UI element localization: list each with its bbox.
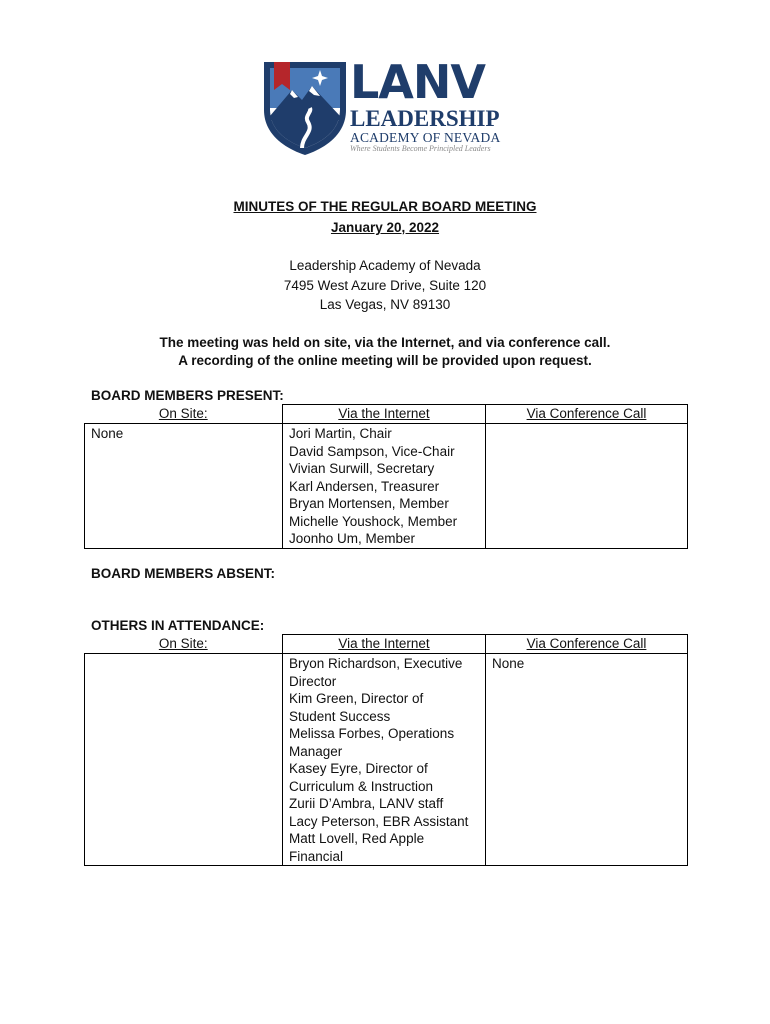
list-item: Lacy Peterson, EBR Assistant bbox=[289, 813, 469, 829]
org-name: Leadership Academy of Nevada bbox=[289, 258, 481, 273]
list-item: Student Success bbox=[289, 708, 391, 724]
list-item: Matt Lovell, Red Apple bbox=[289, 831, 425, 846]
present-heading: BOARD MEMBERS PRESENT: bbox=[91, 388, 284, 403]
list-item: Director bbox=[289, 673, 337, 689]
others-heading: OTHERS IN ATTENDANCE: bbox=[91, 618, 265, 633]
column-on-site: On Site: bbox=[85, 405, 283, 424]
column-internet: Via the Internet bbox=[283, 405, 486, 424]
list-item: David Sampson, Vice-Chair bbox=[289, 443, 455, 459]
shield-icon bbox=[262, 60, 348, 156]
present-internet-cell bbox=[283, 424, 486, 549]
list-item: Vivian Surwill, Secretary bbox=[289, 461, 435, 476]
table-row bbox=[85, 424, 688, 549]
list-item: Zurii D’Ambra, LANV staff bbox=[289, 796, 444, 811]
present-conference-cell bbox=[486, 424, 688, 549]
present-table bbox=[84, 404, 688, 549]
list-item: Curriculum & Instruction bbox=[289, 778, 434, 794]
column-conference: Via Conference Call bbox=[486, 635, 688, 654]
logo-line1: LEADERSHIP bbox=[350, 106, 500, 131]
list-item: Manager bbox=[289, 743, 343, 759]
meeting-date: January 20, 2022 bbox=[330, 220, 440, 235]
others-internet-cell bbox=[283, 654, 486, 866]
street-address: 7495 West Azure Drive, Suite 120 bbox=[283, 278, 487, 293]
logo-tagline: Where Students Become Principled Leaders bbox=[350, 144, 491, 153]
list-item: Michelle Youshock, Member bbox=[289, 513, 458, 529]
list-item: Melissa Forbes, Operations bbox=[289, 726, 455, 741]
absent-heading: BOARD MEMBERS ABSENT: bbox=[91, 566, 276, 581]
list-item: Kim Green, Director of bbox=[289, 691, 424, 706]
list-item: None bbox=[91, 426, 124, 441]
column-conference: Via Conference Call bbox=[486, 405, 688, 424]
list-item: Bryon Richardson, Executive bbox=[289, 656, 463, 671]
city-address: Las Vegas, NV 89130 bbox=[319, 297, 451, 312]
list-item: Bryan Mortensen, Member bbox=[289, 496, 449, 511]
list-item: Jori Martin, Chair bbox=[289, 426, 392, 441]
list-item: Kasey Eyre, Director of bbox=[289, 761, 428, 776]
list-item: Karl Andersen, Treasurer bbox=[289, 478, 440, 494]
table-row bbox=[85, 654, 688, 866]
list-item: Joonho Um, Member bbox=[289, 531, 416, 546]
others-conference-cell bbox=[486, 654, 688, 866]
table-header-row bbox=[85, 635, 688, 654]
column-on-site: On Site: bbox=[85, 635, 283, 654]
logo-line2: ACADEMY OF NEVADA bbox=[350, 130, 501, 145]
list-item: None bbox=[492, 656, 525, 671]
meeting-notice-line1: The meeting was held on site, via the Internet, and via conference call. bbox=[159, 335, 611, 350]
meeting-notice-line2: A recording of the online meeting will be provided upon request. bbox=[178, 353, 592, 368]
table-header-row bbox=[85, 405, 688, 424]
others-on-site-cell bbox=[85, 654, 283, 866]
logo-abbrev: LANV bbox=[350, 55, 486, 109]
column-internet: Via the Internet bbox=[283, 635, 486, 654]
others-table bbox=[84, 634, 688, 866]
document-title: MINUTES OF THE REGULAR BOARD MEETING bbox=[233, 199, 537, 214]
school-logo bbox=[262, 55, 512, 158]
list-item: Financial bbox=[289, 848, 344, 864]
present-on-site-cell bbox=[85, 424, 283, 549]
